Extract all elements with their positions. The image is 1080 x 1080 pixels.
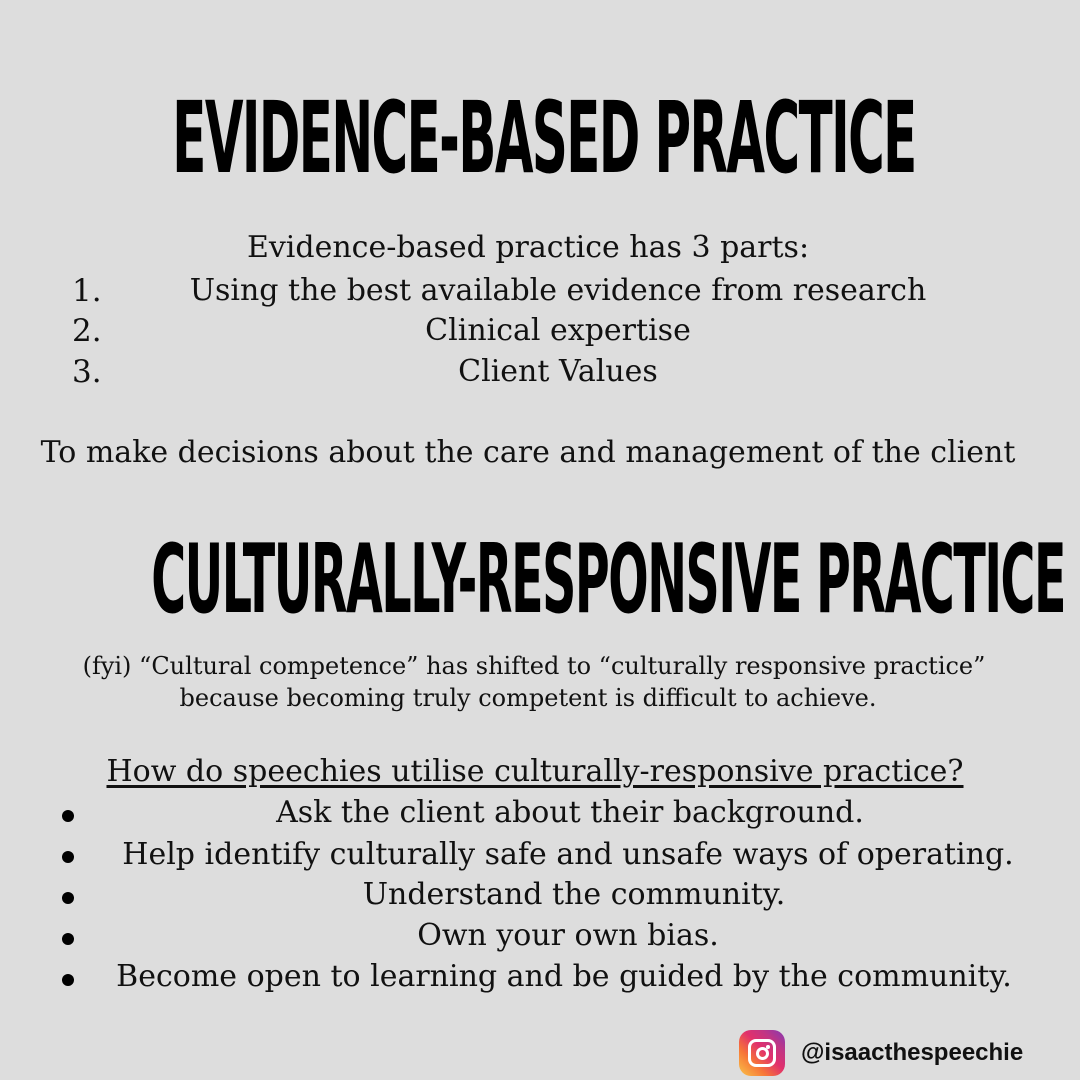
list-number-2: 2. — [72, 313, 102, 349]
evidence-item-2: Clinical expertise — [425, 313, 691, 348]
bullet-item-1: Ask the client about their background. — [276, 795, 864, 830]
evidence-item-1: Using the best available evidence from research — [189, 273, 927, 308]
bullet-item-5: Become open to learning and be guided by the community. — [116, 959, 1012, 994]
list-number-3: 3. — [72, 354, 102, 390]
instagram-dot — [766, 1045, 770, 1049]
instagram-handle: @isaacthespeechie — [801, 1039, 1024, 1066]
bullet-item-3: Understand the community. — [362, 877, 786, 912]
instagram-frame — [748, 1039, 776, 1067]
bullet-item-2: Help identify culturally safe and unsafe ways of operating. — [122, 837, 1014, 872]
list-number-1: 1. — [72, 273, 102, 309]
fyi-note-line-2: because becoming truly competent is difficult to achieve. — [179, 684, 877, 712]
instagram-icon — [739, 1030, 785, 1076]
bullet-item-4: Own your own bias. — [417, 918, 719, 953]
evidence-item-3: Client Values — [458, 354, 658, 389]
evidence-intro: Evidence-based practice has 3 parts: — [246, 230, 810, 265]
culturally-responsive-practice-heading: CULTURALLY-RESPONSIVE PRACTICE — [151, 523, 1066, 635]
question-heading: How do speechies utilise culturally-responsive practice? — [106, 754, 964, 789]
fyi-note-line-1: (fyi) “Cultural competence” has shifted to “culturally responsive practice” — [82, 652, 986, 680]
evidence-purpose: To make decisions about the care and management of the client — [40, 435, 1016, 470]
evidence-based-practice-heading: EVIDENCE-BASED PRACTICE — [172, 82, 916, 197]
